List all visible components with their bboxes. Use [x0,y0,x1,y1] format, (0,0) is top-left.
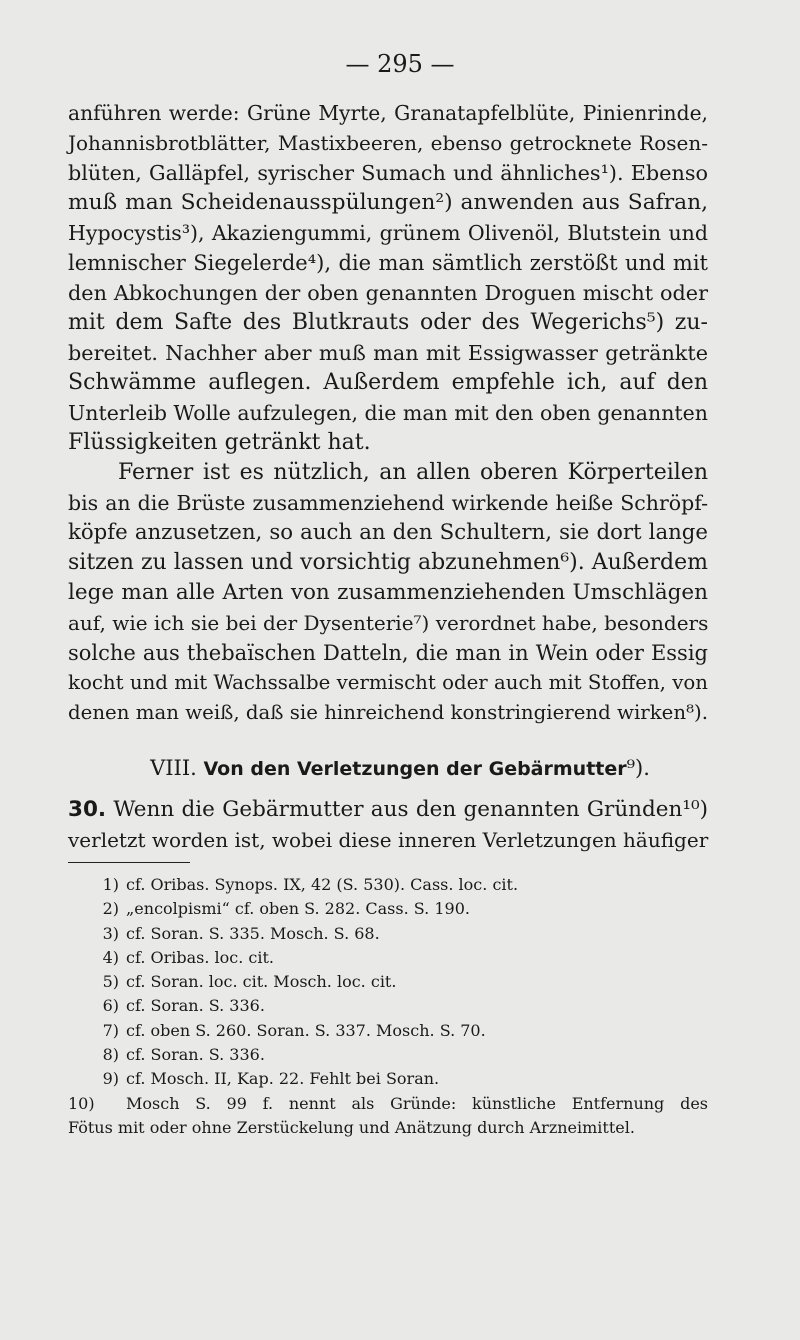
footnote-text: cf. Soran. S. 336. [126,1045,265,1065]
footnote [68,1043,708,1067]
footnote-text: cf. oben S. 260. Soran. S. 337. Mosch. S. 70. [126,1020,486,1040]
body-text [68,98,708,728]
footnote-text: cf. Soran. S. 336. [126,996,265,1016]
body-line: denen man weiß, daß sie hinreichend konstringierend wirken⁸). [68,701,708,724]
page-number: — 295 — [345,50,455,78]
heading-title: Von den Verletzungen der Gebärmutter [203,758,627,780]
footnote-text: cf. Oribas. loc. cit. [126,947,275,967]
heading-note: ⁹). [626,756,650,780]
footnote-number: 4) [102,947,119,967]
body-line: solche aus thebaïschen Datteln, die man in Wein oder Essig [68,641,708,665]
body-line: Unterleib Wolle aufzulegen, die man mit den oben genannten [68,401,708,425]
footnote [68,946,708,970]
body-line: Hypocystis³), Akaziengummi, grünem Olivenöl, Blutstein und [68,221,708,245]
section-30-text: Wenn die Gebärmutter aus den genannten Gründen¹⁰) [113,797,708,822]
body-line: bis an die Brüste zusammenziehend wirkende heiße Schröpf- [68,491,708,515]
footnote-text: cf. Soran. S. 335. Mosch. S. 68. [126,923,380,943]
footnote-text: cf. Oribas. Synops. IX, 42 (S. 530). Cass. loc. cit. [126,875,519,894]
footnote-text: „encolpismi“ cf. oben S. 282. Cass. S. 190. [126,899,470,919]
footnote [68,922,708,946]
footnote-rule [68,862,190,863]
footnote [68,1019,708,1043]
section-heading [0,754,800,783]
body-line: muß man Scheidenausspülungen²) anwenden aus Safran, [68,190,708,215]
body-line: Flüssigkeiten getränkt hat. [68,430,371,455]
body-line: lege man alle Arten von zusammenziehenden Umschlägen [68,580,708,605]
body-line: Ferner ist es nützlich, an allen oberen Körperteilen [118,460,708,485]
footnote [68,994,708,1018]
heading-numeral: VIII. [150,756,197,780]
footnote-text: Mosch S. 99 f. nennt als Gründe: künstliche Entfernung des [126,1093,708,1113]
footnote [68,1067,708,1091]
footnote-text: cf. Soran. loc. cit. Mosch. loc. cit. [126,972,397,992]
body-line: Schwämme auflegen. Außerdem empfehle ich, auf den [68,370,708,395]
body-line: auf, wie ich sie bei der Dysenterie⁷) verordnet habe, besonders [68,611,709,635]
footnotes [68,873,708,1140]
footnote-number: 10) [68,1093,95,1113]
section-30 [68,795,708,855]
footnote-number: 5) [102,972,119,992]
footnote-text: cf. Mosch. II, Kap. 22. Fehlt bei Soran. [126,1069,440,1089]
section-30-line [68,795,708,825]
footnote-number: 9) [102,1069,119,1089]
footnote-number: 2) [102,899,119,919]
body-line: blüten, Galläpfel, syrischer Sumach und ähnliches¹). Ebenso [68,161,708,185]
footnote [68,897,708,921]
section-30-line: verletzt worden ist, wobei diese inneren Verletzungen häufiger [68,828,709,852]
footnote [68,873,708,897]
footnote-number: 6) [102,996,119,1016]
body-line: sitzen zu lassen und vorsichtig abzunehmen⁶). Außerdem [68,550,708,575]
footnote-continuation: Fötus mit oder ohne Zerstückelung und Anätzung durch Arzneimittel. [68,1117,635,1137]
body-line: kocht und mit Wachssalbe vermischt oder auch mit Stoffen, von [68,671,708,694]
body-line: Johannisbrotblätter, Mastixbeeren, ebenso getrocknete Rosen- [68,131,708,155]
body-line: lemnischer Siegelerde⁴), die man sämtlich zerstößt und mit [68,251,708,275]
section-number: 30. [68,797,107,822]
body-line: mit dem Safte des Blutkrauts oder des Wegerichs⁵) zu- [68,310,708,335]
body-line: bereitet. Nachher aber muß man mit Essigwasser getränkte [68,341,708,365]
footnote-number: 1) [102,875,119,894]
footnote-number: 8) [102,1045,119,1065]
body-line: den Abkochungen der oben genannten Droguen mischt oder [68,281,708,305]
footnote [68,970,708,994]
footnote [68,1092,708,1116]
body-line: anführen werde: Grüne Myrte, Granatapfelblüte, Pinienrinde, [68,101,708,125]
footnote-number: 7) [102,1020,119,1040]
body-line: köpfe anzusetzen, so auch an den Schultern, sie dort lange [68,520,708,545]
footnote-number: 3) [102,923,119,943]
